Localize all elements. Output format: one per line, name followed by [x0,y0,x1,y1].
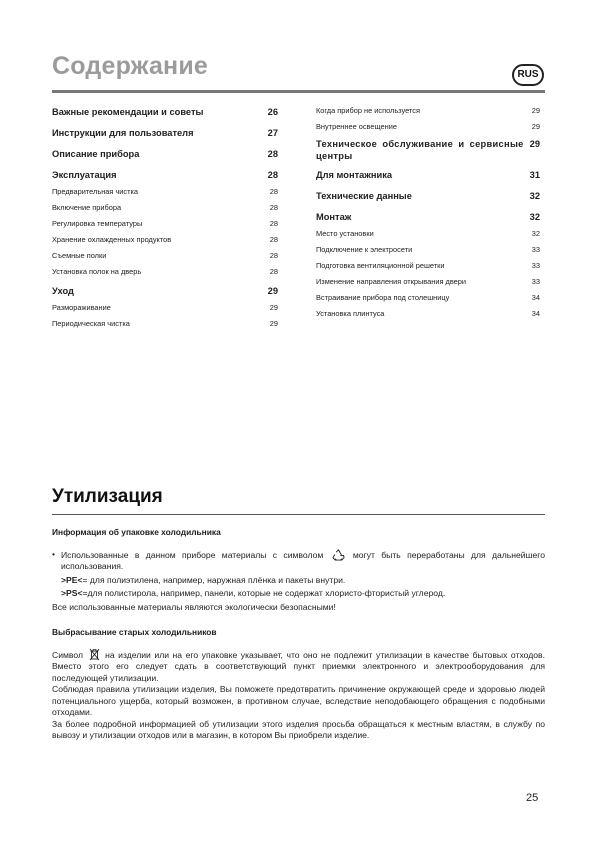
toc-entry-page: 29 [269,319,278,328]
toc-entry-label: Технические данные [316,191,412,201]
toc-entry-page: 28 [269,187,278,196]
toc-entry-label: Уход [52,286,74,296]
toc-entry-page: 28 [267,170,278,180]
weee-paragraph [52,648,545,685]
toc-entry-label: Когда прибор не используется [316,106,420,115]
page-number: 25 [526,792,539,804]
toc-entry[interactable] [316,190,540,202]
toc-entry-page: 27 [267,128,278,138]
environment-paragraph: Соблюдая правила утилизации изделия, Вы поможете предотвратить причинение окружающей среде и здоровью людей потенциального ущерба, который возможен, в противном случае, вследствие неподобающего обращения с подобными отходами. [52,684,545,717]
toc-entry[interactable] [316,106,540,115]
toc-entry-page: 32 [531,229,540,238]
toc-entry-label: Периодическая чистка [52,319,130,328]
toc-entry[interactable] [316,293,540,302]
toc-entry[interactable] [316,169,540,181]
toc-entry-page: 33 [531,277,540,286]
toc-entry[interactable] [316,229,540,238]
toc-entry-label: Место установки [316,229,374,238]
bullet-dot: • [52,548,56,559]
toc-entry-label: Подготовка вентиляционной решетки [316,261,445,270]
toc-entry-page: 28 [267,149,278,159]
toc-entry[interactable] [316,138,540,162]
toc-entry-label: Установка плинтуса [316,309,385,318]
toc-entry-page: 29 [531,122,540,131]
toc-entry[interactable] [52,127,278,139]
ps-text: =для полистирола, например, панели, которые не содержат хлористо-фтористый углерод. [82,588,446,598]
disposal-divider [52,514,545,515]
toc-entry-label: Важные рекомендации и советы [52,107,204,117]
packaging-heading: Информация об упаковке холодильника [52,527,221,537]
disposal-body [52,527,545,742]
toc-entry-label: Регулировка температуры [52,219,143,228]
toc-entry-label: Включение прибора [52,203,122,212]
toc-entry[interactable] [52,169,278,181]
toc-entry-label: Установка полок на дверь [52,267,142,276]
toc-entry[interactable] [52,148,278,160]
toc-entry[interactable] [316,122,540,131]
toc-entry[interactable] [52,106,278,118]
toc-entry[interactable] [52,187,278,196]
recycle-icon [332,549,345,561]
toc-entry-label: Монтаж [316,212,352,222]
toc-right-column [316,106,540,318]
toc-entry[interactable] [316,211,540,223]
toc-entry-page: 33 [531,245,540,254]
pe-code: >PE< [61,574,83,585]
toc-entry-page: 28 [269,235,278,244]
pe-text: = для полиэтилена, например, наружная плёнка и пакеты внутри. [82,574,346,585]
toc-entry-page: 29 [531,106,540,115]
toc-entry[interactable] [316,309,540,318]
toc-entry-page: 34 [531,309,540,318]
toc-divider [52,90,545,93]
toc-entry[interactable] [316,277,540,286]
toc-entry[interactable] [52,285,278,297]
toc-entry-label: Встраивание прибора под столешницу [316,293,450,302]
pe-line [52,575,545,587]
recycling-bullet [52,549,545,573]
toc-entry-label: Подключение к электросети [316,245,413,254]
symbol-text: на изделии или на его упаковке указывает, что оно не подлежит утилизации в качестве бытовых отходов. Вместо этого его следует сдать в соответствующий пункт приемки электронного и электрооборудования для последующей утилизации. [52,649,545,683]
toc-entry-label: Съемные полки [52,251,107,260]
toc-entry[interactable] [52,219,278,228]
toc-entry-label: Размораживание [52,303,111,312]
toc-entry-label: Изменение направления открывания двери [316,277,467,286]
toc-entry-page: 33 [531,261,540,270]
toc-entry-page: 28 [269,219,278,228]
eco-line: Все использованные материалы являются экологически безопасными! [52,601,336,612]
toc-entry-page: 26 [267,107,278,117]
toc-left-column [52,106,278,328]
toc-entry-page: 29 [267,286,278,296]
toc-entry[interactable] [52,267,278,276]
crossed-bin-icon [89,648,100,661]
old-appliance-heading: Выбрасывание старых холодильников [52,627,217,637]
toc-entry-page: 29 [529,139,540,149]
symbol-word: Символ [52,649,83,660]
toc-entry-label: Описание прибора [52,149,140,159]
toc-entry[interactable] [52,319,278,328]
toc-entry[interactable] [52,235,278,244]
bullet-text-after: могут быть переработаны для дальнейшего использования. [61,549,545,571]
toc-entry-page: 32 [529,191,540,201]
disposal-title: Утилизация [52,486,163,507]
toc-entry[interactable] [316,245,540,254]
ps-line [52,588,545,600]
bullet-text-before: Использованные в данном приборе материалы с символом [61,549,324,560]
toc-entry-page: 29 [269,303,278,312]
toc-entry-page: 28 [269,267,278,276]
toc-entry[interactable] [316,261,540,270]
contact-paragraph: За более подробной информацией об утилизации этого изделия просьба обращаться к местным властям, в службу по вывозу и утилизации отходов или в магазин, в котором Вы приобрели изделие. [52,718,545,740]
toc-entry[interactable] [52,203,278,212]
toc-entry-page: 28 [269,251,278,260]
toc-entry-page: 31 [529,170,540,180]
toc-entry-label: Техническое обслуживание и сервисные центры [316,139,524,161]
language-badge: RUS [512,64,544,86]
toc-entry-page: 28 [269,203,278,212]
toc-entry-label: Для монтажника [316,170,393,180]
toc-entry-label: Эксплуатация [52,170,117,180]
toc-entry[interactable] [52,303,278,312]
toc-entry-label: Инструкции для пользователя [52,128,194,138]
toc-entry-page: 32 [529,212,540,222]
toc-entry-label: Внутреннее освещение [316,122,397,131]
toc-entry-label: Предварительная чистка [52,187,139,196]
ps-code: >PS< [61,588,83,598]
toc-title: Содержание [52,52,209,80]
toc-entry-label: Хранение охлажденных продуктов [52,235,172,244]
toc-entry[interactable] [52,251,278,260]
toc-entry-page: 34 [531,293,540,302]
